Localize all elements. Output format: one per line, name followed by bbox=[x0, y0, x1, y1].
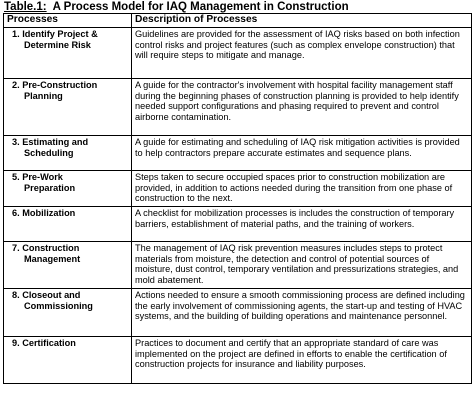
process-model-table bbox=[3, 13, 472, 384]
process-name: 5. Pre-Work bbox=[12, 172, 63, 182]
process-description: A guide for the contractor's involvement with hospital facility management staff during the beginning phases of construction planning is provided to help identify needed support configurations and phasing required to prevent and control airborne contamination. bbox=[135, 80, 459, 122]
process-description: Practices to document and certify that an appropriate standard of care was implemented on the project are defined in efforts to enable the certification of construction projects for insurance and liability purposes. bbox=[135, 338, 447, 370]
process-cell bbox=[4, 289, 132, 337]
process-description: Steps taken to secure occupied spaces prior to construction mobilization are provided, in addition to actions needed during the transition from one phase of construction to the next. bbox=[135, 172, 453, 204]
process-name: 1. Identify Project & bbox=[12, 29, 98, 39]
process-description: Actions needed to ensure a smooth commissioning process are defined including the early involvement of commissioning agents, the start-up and testing of HVAC systems, and the building of building operations and maintenance personnel. bbox=[135, 290, 465, 322]
process-cell bbox=[4, 136, 132, 171]
process-name: 3. Estimating and bbox=[12, 137, 89, 147]
table-row bbox=[4, 79, 472, 136]
caption-title: A Process Model for IAQ Management in Construction bbox=[52, 1, 349, 13]
table-row bbox=[4, 136, 472, 171]
process-description: The management of IAQ risk prevention measures includes steps to protect materials from moisture, the detection and control of potential sources of moisture, dust control, temporary ventilation and pressurizations strategies, and mold abatement. bbox=[135, 243, 459, 285]
process-name-cont: Determine Risk bbox=[24, 39, 91, 50]
process-name-cont: Commissioning bbox=[24, 300, 93, 311]
table-row bbox=[4, 289, 472, 337]
table-header-row bbox=[4, 14, 472, 28]
description-cell bbox=[132, 337, 472, 384]
process-name-cont: Preparation bbox=[24, 182, 76, 193]
description-cell bbox=[132, 207, 472, 242]
description-cell bbox=[132, 79, 472, 136]
header-description: Description of Processes bbox=[132, 14, 472, 28]
description-cell bbox=[132, 28, 472, 79]
process-name: 8. Closeout and bbox=[12, 290, 81, 300]
table-caption bbox=[4, 1, 349, 13]
table-row bbox=[4, 171, 472, 207]
header-processes: Processes bbox=[4, 14, 132, 28]
process-name: 7. Construction bbox=[12, 243, 80, 253]
process-cell bbox=[4, 79, 132, 136]
table-row bbox=[4, 28, 472, 79]
process-name: 9. Certification bbox=[12, 338, 76, 348]
process-cell bbox=[4, 337, 132, 384]
table-row bbox=[4, 337, 472, 384]
process-name-cont: Planning bbox=[24, 90, 63, 101]
description-cell bbox=[132, 289, 472, 337]
table-row bbox=[4, 242, 472, 289]
process-name-cont: Management bbox=[24, 253, 81, 264]
process-description: A checklist for mobilization processes is includes the construction of temporary barriers, establishment of material paths, and the training of workers. bbox=[135, 208, 455, 229]
process-cell bbox=[4, 207, 132, 242]
table-row bbox=[4, 207, 472, 242]
process-description: A guide for estimating and scheduling of IAQ risk mitigation activities is provided to help contractors prepare accurate estimates and sequence plans. bbox=[135, 137, 460, 158]
process-name: 2. Pre-Construction bbox=[12, 80, 98, 90]
process-description: Guidelines are provided for the assessment of IAQ risks based on both infection control risks and project features (such as complex envelope construction) that will require steps to mitigate and manage. bbox=[135, 29, 460, 61]
process-cell bbox=[4, 28, 132, 79]
process-name-cont: Scheduling bbox=[24, 147, 74, 158]
description-cell bbox=[132, 136, 472, 171]
description-cell bbox=[132, 242, 472, 289]
caption-number: Table.1: bbox=[4, 1, 47, 13]
process-name: 6. Mobilization bbox=[12, 208, 76, 218]
process-cell bbox=[4, 242, 132, 289]
process-cell bbox=[4, 171, 132, 207]
description-cell bbox=[132, 171, 472, 207]
